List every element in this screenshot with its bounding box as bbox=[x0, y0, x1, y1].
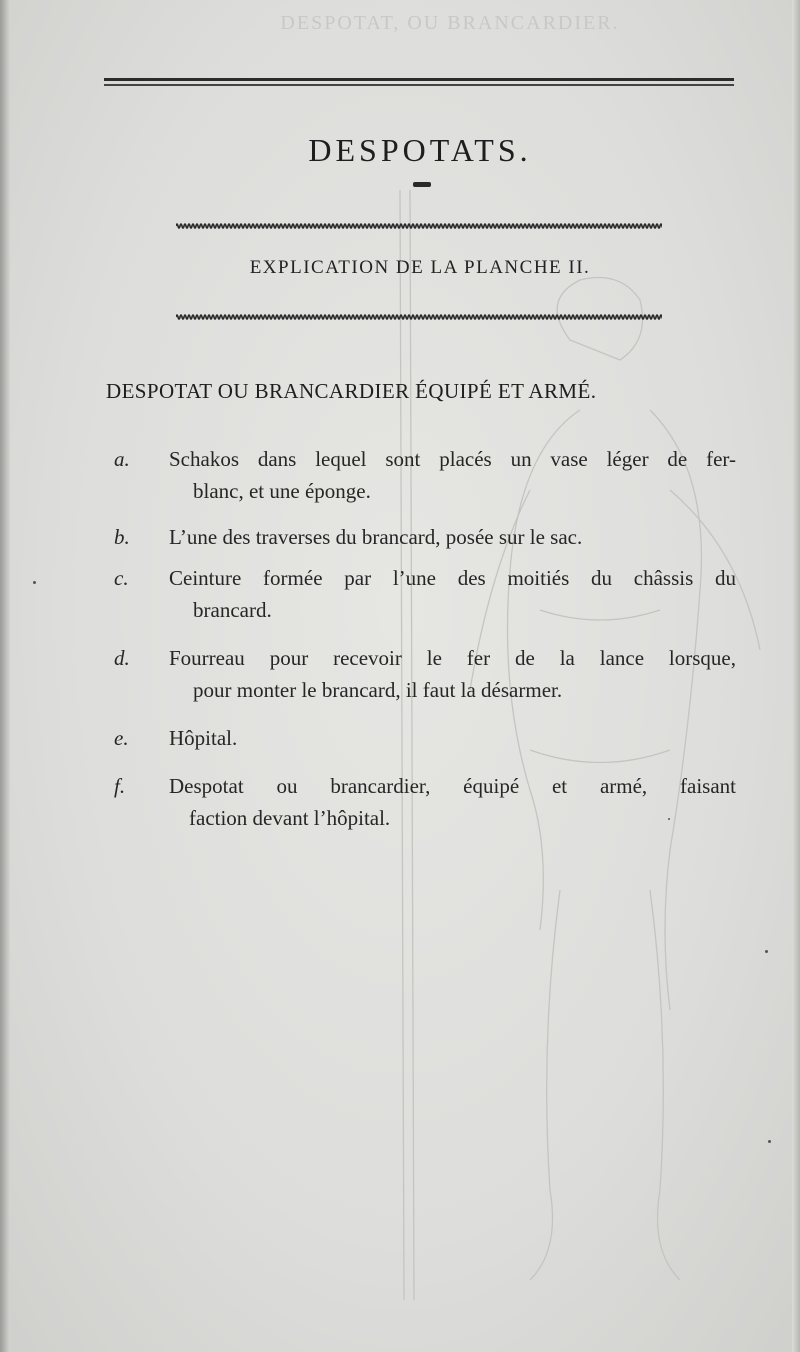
plate-explanation-subtitle: EXPLICATION DE LA PLANCHE II. bbox=[249, 257, 591, 278]
item-letter: a. bbox=[114, 447, 130, 471]
paper-speck bbox=[768, 1140, 771, 1143]
page-title: DESPOTATS. bbox=[308, 132, 532, 168]
item-text-line: brancard. bbox=[193, 598, 272, 622]
page-right-edge-shadow bbox=[792, 0, 800, 1352]
list-item-f bbox=[114, 774, 736, 836]
item-letter: b. bbox=[114, 525, 130, 549]
paper-speck bbox=[668, 818, 670, 820]
item-text-line: blanc, et une éponge. bbox=[193, 479, 371, 503]
wavy-rule-lower bbox=[176, 312, 662, 322]
list-item-a bbox=[114, 447, 736, 509]
item-text-line: Ceinture formée par l’une des moitiés du châssis du bbox=[169, 566, 736, 590]
item-letter: f. bbox=[114, 774, 126, 798]
item-letter: d. bbox=[114, 646, 130, 670]
title-ornament-dash bbox=[413, 182, 431, 187]
list-item-c bbox=[114, 566, 736, 628]
section-heading: DESPOTAT OU BRANCARDIER ÉQUIPÉ ET ARMÉ. bbox=[106, 379, 597, 403]
item-text-line: Fourreau pour recevoir le fer de la lance lorsque, bbox=[169, 646, 736, 670]
item-text-line: faction devant l’hôpital. bbox=[189, 806, 391, 830]
item-text-line: pour monter le brancard, il faut la désarmer. bbox=[193, 678, 563, 702]
bleed-through-header: DESPOTAT, OU BRANCARDIER. bbox=[280, 12, 620, 34]
item-text-line: L’une des traverses du brancard, posée sur le sac. bbox=[169, 525, 583, 549]
list-item-e bbox=[114, 726, 736, 756]
item-letter: c. bbox=[114, 566, 129, 590]
wavy-rule-upper bbox=[176, 221, 662, 231]
paper-speck bbox=[765, 950, 768, 953]
paper-speck bbox=[33, 581, 36, 584]
list-item-d bbox=[114, 646, 736, 708]
item-text-line: Despotat ou brancardier, équipé et armé, faisant bbox=[169, 774, 736, 798]
item-text-line: Hôpital. bbox=[169, 726, 238, 750]
item-text-line: Schakos dans lequel sont placés un vase léger de fer- bbox=[169, 447, 736, 471]
list-item-b bbox=[114, 525, 736, 555]
item-letter: e. bbox=[114, 726, 129, 750]
page-left-edge-shadow bbox=[0, 0, 10, 1352]
top-double-rule bbox=[104, 78, 734, 87]
